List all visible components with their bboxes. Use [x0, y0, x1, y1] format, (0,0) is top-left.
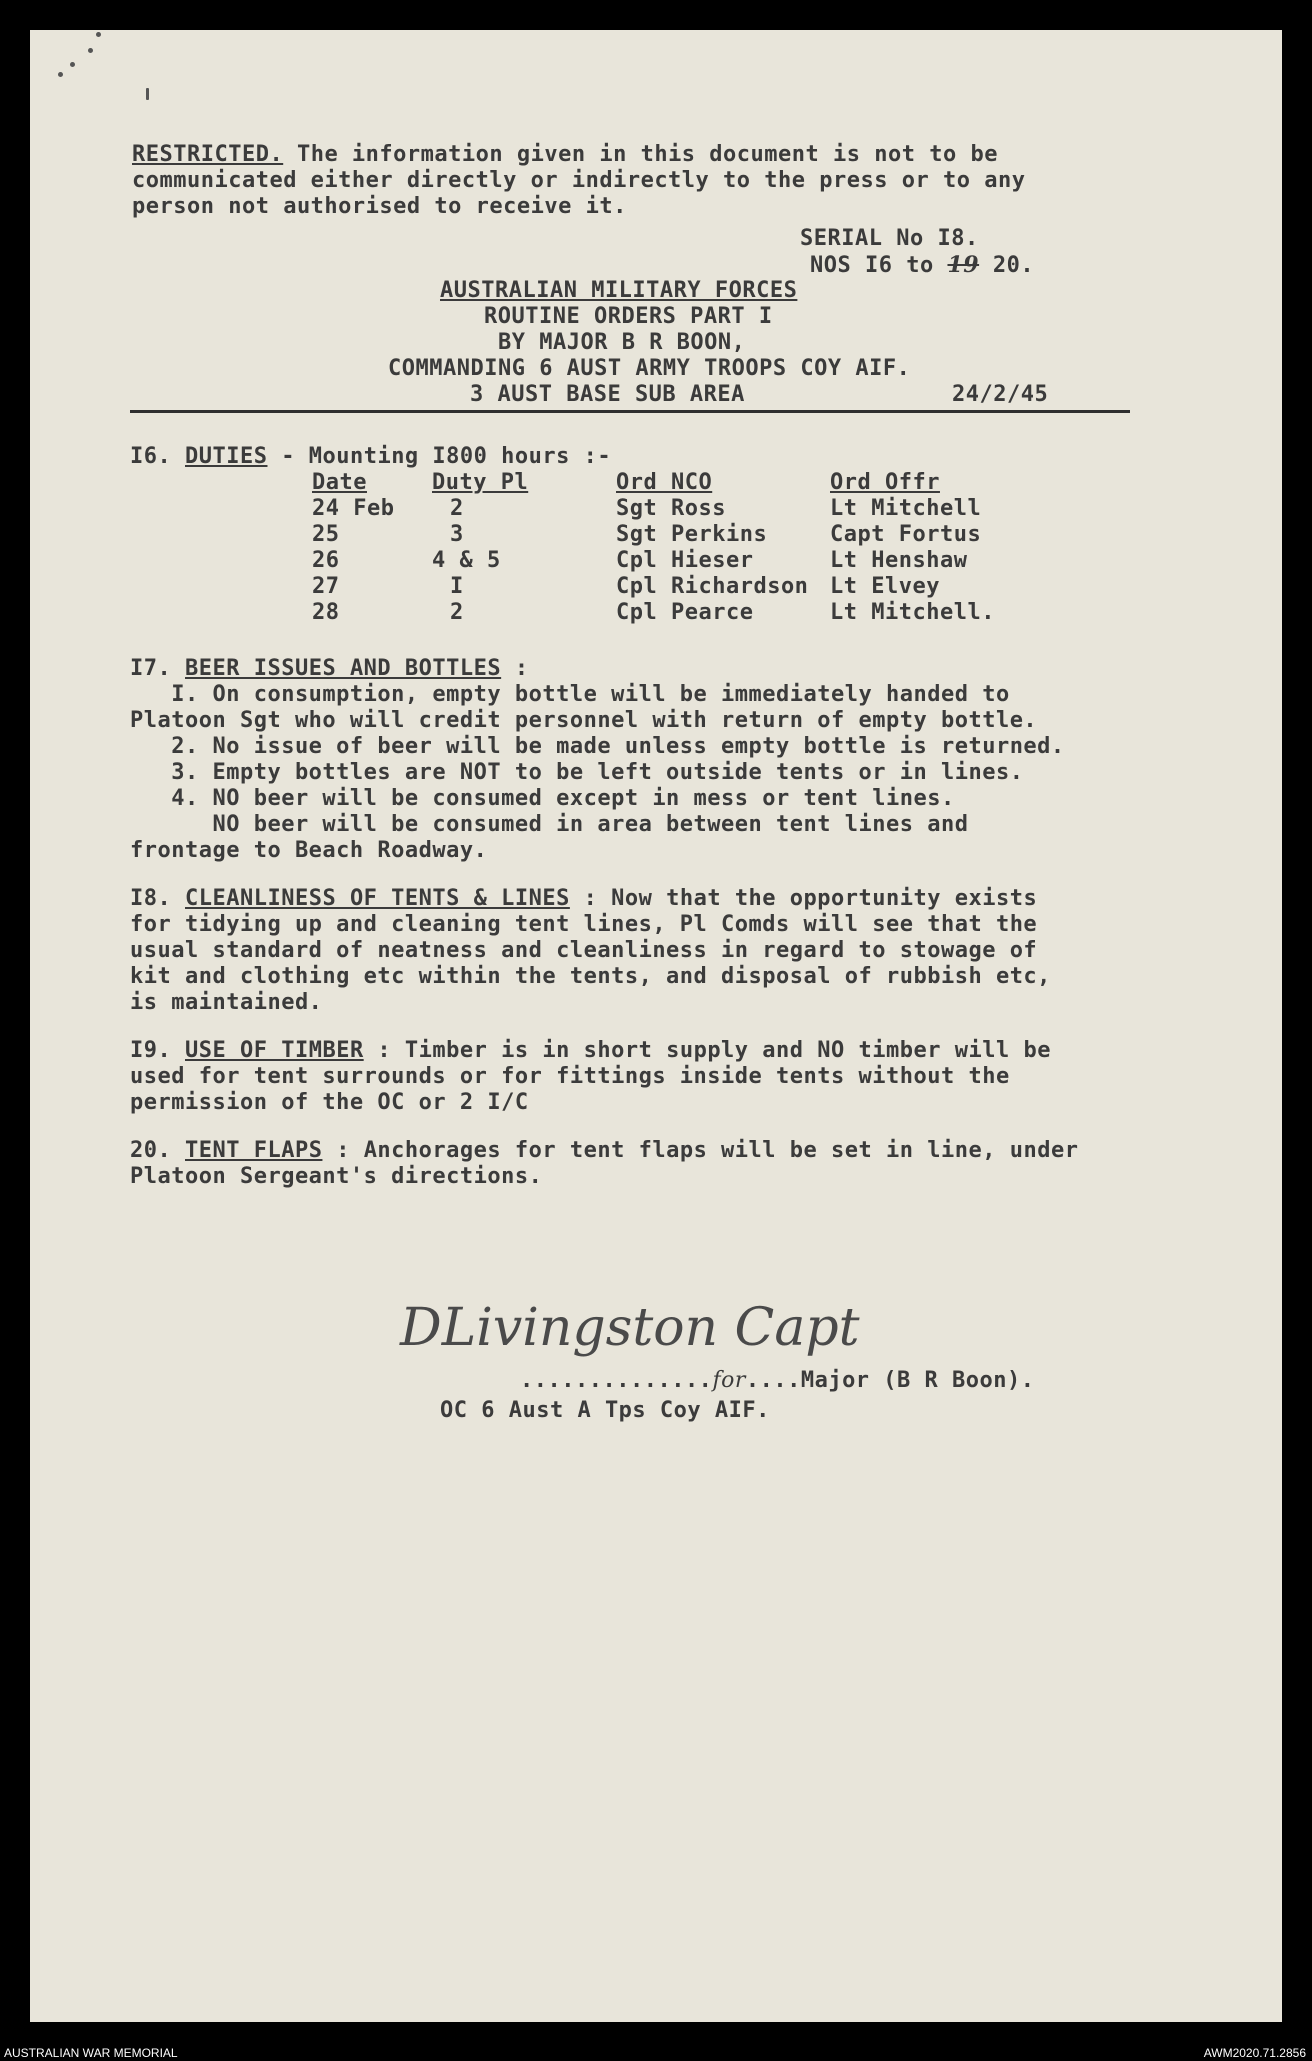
order-17-line: Platoon Sgt who will credit personnel with return of empty bottle. [130, 708, 1038, 733]
duties-cell: Cpl Pearce [616, 600, 754, 625]
duties-cell: 28 [312, 600, 340, 625]
order-18-line: usual standard of neatness and cleanliness in regard to stowage of [130, 938, 1038, 963]
heading-commanding: COMMANDING 6 AUST ARMY TROOPS COY AIF. [388, 356, 911, 381]
order-18-heading [130, 886, 1037, 912]
order-17-line: 2. No issue of beer will be made unless empty bottle is returned. [130, 734, 1065, 759]
duties-col-duty-pl: Duty Pl [432, 470, 529, 495]
order-17-line: NO beer will be consumed in area between tent lines and [130, 812, 969, 837]
orders-range-end: 20. [992, 253, 1035, 278]
duties-cell: Sgt Ross [616, 496, 726, 521]
order-20-line: Platoon Sergeant's directions. [130, 1164, 543, 1189]
order-17-line: 3. Empty bottles are NOT to be left outside tents or in lines. [130, 760, 1024, 785]
duties-cell: 24 Feb [312, 496, 395, 521]
order-18-text: : Now that the opportunity exists [569, 886, 1038, 911]
duties-cell: Cpl Hieser [616, 548, 754, 573]
order-18-line: for tidying up and cleaning tent lines, Pl Comds will see that the [130, 912, 1038, 937]
order-19-text: : Timber is in short supply and NO timber will be [363, 1038, 1051, 1063]
order-18-title: CLEANLINESS OF TENTS & LINES [185, 886, 570, 911]
duties-col-date: Date [312, 470, 367, 495]
duties-cell: Capt Fortus [830, 522, 982, 547]
duties-cell: 25 [312, 522, 340, 547]
restricted-line-2: communicated either directly or indirectly to the press or to any [132, 168, 1026, 193]
duties-cell: I [450, 574, 464, 599]
heading-rule [130, 410, 1130, 413]
punch-mark [88, 48, 93, 53]
duties-cell: 26 [312, 548, 340, 573]
duties-cell: 2 [450, 600, 464, 625]
duties-cell: Lt Mitchell [830, 496, 982, 521]
heading-date: 24/2/45 [952, 382, 1049, 407]
order-20-heading [130, 1138, 1078, 1164]
duties-cell: Sgt Perkins [616, 522, 768, 547]
order-20-number: 20. [130, 1138, 172, 1163]
serial-number: SERIAL No I8. [800, 226, 979, 251]
order-20-text: : Anchorages for tent flaps will be set in line, under [322, 1138, 1079, 1163]
order-18-line: kit and clothing etc within the tents, and disposal of rubbish etc, [130, 964, 1051, 989]
punch-mark [146, 88, 149, 100]
duties-cell: 27 [312, 574, 340, 599]
signature-line [520, 1368, 1035, 1394]
duties-cell: Cpl Richardson [616, 574, 809, 599]
heading-forces: AUSTRALIAN MILITARY FORCES [440, 278, 798, 303]
order-17-line: frontage to Beach Roadway. [130, 838, 488, 863]
duties-cell: 3 [450, 522, 464, 547]
restricted-line-3: person not authorised to receive it. [132, 194, 627, 219]
restricted-text: The information given in this document is not to be [283, 142, 998, 167]
order-16-title: DUTIES [185, 444, 268, 469]
heading-area: 3 AUST BASE SUB AREA [470, 382, 745, 407]
order-19-line: used for tent surrounds or for fittings inside tents without the [130, 1064, 1010, 1089]
signature-title: Major (B R Boon). [800, 1368, 1035, 1393]
footer-source: AUSTRALIAN WAR MEMORIAL [4, 2046, 178, 2060]
punch-mark [70, 62, 75, 67]
duties-cell: Lt Mitchell. [830, 600, 995, 625]
order-17-title: BEER ISSUES AND BOTTLES [185, 656, 502, 681]
duties-cell: 4 & 5 [432, 548, 501, 573]
order-16-number: I6. [130, 444, 172, 469]
punch-mark [58, 72, 63, 77]
order-19-line: permission of the OC or 2 I/C [130, 1090, 529, 1115]
restricted-line-1 [132, 142, 998, 168]
footer-accession: AWM2020.71.2856 [1203, 2046, 1306, 2060]
order-19-heading [130, 1038, 1051, 1064]
order-18-number: I8. [130, 886, 172, 911]
order-19-number: I9. [130, 1038, 172, 1063]
signature-dots: .............. [520, 1368, 713, 1393]
order-16-heading [130, 444, 611, 470]
heading-by: BY MAJOR B R BOON, [498, 330, 746, 355]
handwritten-signature: DLivingston Capt [400, 1298, 860, 1358]
order-18-line: is maintained. [130, 990, 323, 1015]
order-16-intro: - Mounting I800 hours :- [267, 444, 612, 469]
punch-mark [96, 32, 101, 37]
duties-cell: 2 [450, 496, 464, 521]
duties-cell: Lt Elvey [830, 574, 940, 599]
order-19-title: USE OF TIMBER [185, 1038, 364, 1063]
order-17-line: I. On consumption, empty bottle will be immediately handed to [130, 682, 1010, 707]
orders-range-start: NOS I6 to [810, 253, 934, 278]
heading-orders: ROUTINE ORDERS PART I [484, 304, 773, 329]
signature-for: for [712, 1368, 746, 1393]
duties-col-ord-offr: Ord Offr [830, 470, 940, 495]
orders-range [810, 252, 1034, 279]
signature-dots-end: .... [745, 1368, 801, 1393]
duties-cell: Lt Henshaw [830, 548, 968, 573]
document-page [30, 30, 1282, 2022]
restricted-label: RESTRICTED. [132, 142, 284, 167]
signature-unit: OC 6 Aust A Tps Coy AIF. [440, 1398, 770, 1423]
order-17-heading [130, 656, 529, 682]
orders-range-handwritten: 19 [947, 252, 980, 278]
order-17-number: I7. [130, 656, 172, 681]
order-20-title: TENT FLAPS [185, 1138, 323, 1163]
order-17-line: 4. NO beer will be consumed except in mess or tent lines. [130, 786, 955, 811]
duties-col-ord-nco: Ord NCO [616, 470, 713, 495]
order-17-title-end: : [501, 656, 529, 681]
